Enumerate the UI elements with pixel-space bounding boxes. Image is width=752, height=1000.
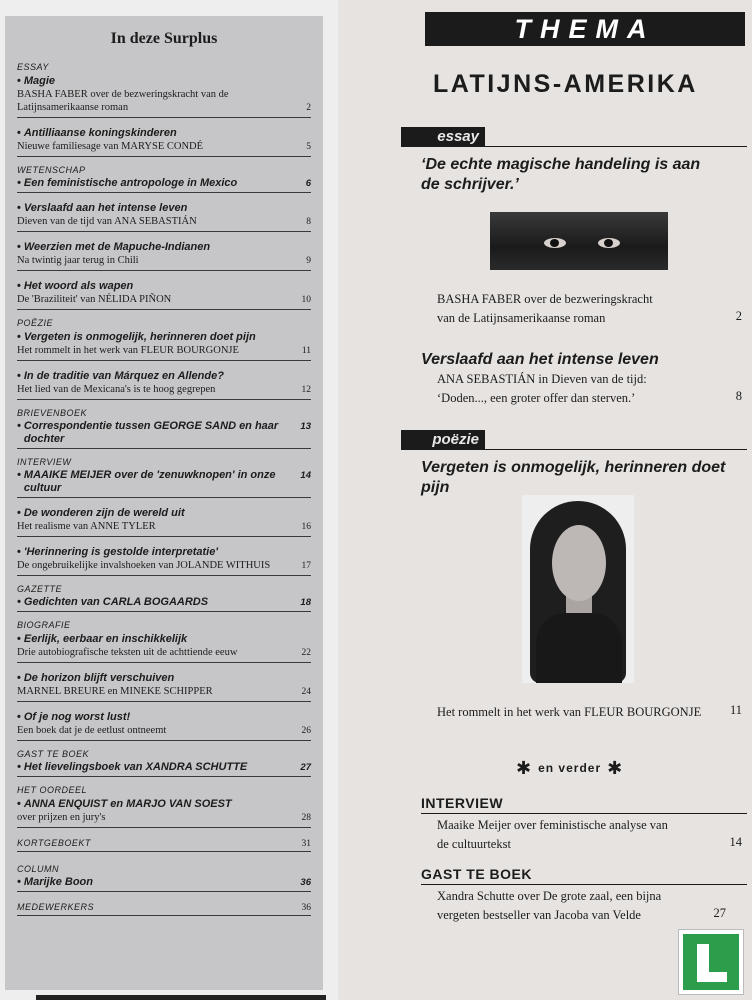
toc-row (17, 254, 311, 271)
entry-page: 16 (301, 522, 311, 532)
entry-subtitle: De 'Braziliteit' van NÉLIDA PIÑON (17, 294, 172, 305)
column-label: COLUMN (17, 864, 60, 874)
section-label: INTERVIEW (17, 457, 72, 467)
entry-title: Het woord als wapen (23, 280, 134, 292)
entry-subtitle: Nieuwe familiesage van MARYSE CONDÉ (17, 141, 204, 152)
article2-text (437, 370, 647, 408)
entry-title-line (17, 330, 311, 344)
entry-page: 22 (301, 648, 311, 658)
en-verder-label: en verder (538, 761, 602, 775)
right-page (345, 0, 752, 1000)
interview-text-line-1: Maaike Meijer over feministische analyse van (437, 818, 668, 832)
toc-row (17, 596, 311, 612)
toc-section (17, 318, 311, 400)
section-label: BRIEVENBOEK (17, 408, 88, 418)
entry-subtitle: MARNEL BREURE en MINEKE SCHIPPER (17, 686, 213, 697)
interview-heading[interactable]: INTERVIEW (421, 795, 504, 811)
bullet: • (17, 280, 21, 292)
essay-headline-line-2: de schrijver.’ (421, 176, 519, 193)
entry-description: BASHA FABER over de bezweringskracht van de (17, 89, 229, 100)
entry-title-line (17, 279, 311, 293)
entry-title-line (17, 240, 311, 254)
section-label: WETENSCHAP (17, 165, 86, 175)
entry-title-line (17, 369, 311, 383)
entry-page: 5 (306, 142, 311, 152)
entry-page: 11 (301, 346, 311, 356)
toc-entry[interactable] (17, 201, 311, 232)
toc-row (17, 383, 311, 400)
en-verder-divider (510, 758, 629, 779)
gast-rule (421, 884, 747, 885)
poetry-label: poëzie (401, 430, 485, 450)
bullet: • (17, 241, 21, 253)
entry-page: 17 (301, 561, 311, 571)
portrait-photo (522, 495, 634, 683)
toc-row (17, 685, 311, 702)
entry-title: Een feministische antropologe in Mexico (23, 177, 238, 189)
article2-text-line-1: ANA SEBASTIÁN in Dieven van de tijd: (437, 372, 647, 386)
entry-page: 12 (301, 385, 311, 395)
entry-subtitle: Het rommelt in het werk van FLEUR BOURGONJE (17, 345, 239, 356)
entry-title: Verslaafd aan het intense leven (23, 202, 188, 214)
bullet: • (17, 546, 21, 558)
column-page: 36 (300, 877, 311, 888)
entry-subtitle: Dieven van de tijd van ANA SEBASTIÁN (17, 216, 197, 227)
toc-entry[interactable] (17, 126, 311, 157)
toc-entry[interactable] (17, 240, 311, 271)
toc-entry[interactable] (17, 545, 311, 576)
toc-row (17, 420, 311, 449)
bullet: • (17, 507, 21, 519)
essay-label: essay (401, 127, 485, 147)
entry-title-line (17, 545, 311, 559)
medewerkers-label: MEDEWERKERS (17, 902, 95, 912)
entry-title: In de traditie van Márquez en Allende? (23, 370, 224, 382)
essay-rule (485, 146, 747, 147)
toc-entry[interactable] (17, 797, 311, 828)
toc-medewerkers[interactable] (17, 902, 311, 916)
toc-row (17, 559, 311, 576)
entry-title-line (17, 671, 311, 685)
poetry-caption: Het rommelt in het werk van FLEUR BOURGONJE (437, 705, 702, 719)
left-page (0, 0, 338, 1000)
entry-title: MAAIKE MEIJER over de 'zenuwknopen' in onze cultuur (23, 469, 276, 494)
section-label: GAZETTE (17, 584, 63, 594)
interview-page: 14 (729, 835, 742, 849)
toc-entry[interactable] (17, 279, 311, 310)
toc-entry[interactable] (17, 469, 311, 498)
bullet: • (17, 596, 24, 608)
toc-entry[interactable] (17, 74, 311, 118)
eyes-photo (490, 212, 668, 270)
toc-section (17, 785, 311, 828)
poetry-rule (485, 449, 747, 450)
theme-heading: LATIJNS-AMERIKA (433, 70, 698, 98)
entry-title: Antilliaanse koningskinderen (23, 127, 177, 139)
bullet: • (17, 672, 21, 684)
toc-section (17, 749, 311, 777)
entry-page: 8 (306, 217, 311, 227)
entry-page: 10 (301, 295, 311, 305)
toc-section (17, 457, 311, 576)
toc-section (17, 620, 311, 741)
medewerkers-page: 36 (301, 903, 311, 913)
entry-title-line (17, 201, 311, 215)
entry-subtitle: Latijnsamerikaanse roman (17, 102, 129, 113)
essay-text-line-1: BASHA FABER over de bezweringskracht (437, 292, 653, 306)
entry-subtitle: Drie autobiografische teksten uit de achttiende eeuw (17, 647, 238, 658)
bullet: • (17, 761, 24, 773)
entry-title-line (17, 710, 311, 724)
toc-entry[interactable] (17, 506, 311, 537)
gast-page: 27 (713, 906, 726, 920)
gast-text (437, 887, 661, 925)
toc-row (17, 101, 311, 118)
toc-section (17, 584, 311, 612)
entry-subtitle: over prijzen en jury's (17, 812, 106, 823)
toc-entry[interactable] (17, 761, 311, 777)
essay-text-line-2: van de Latijnsamerikaanse roman (437, 311, 606, 325)
entry-title: Weerzien met de Mapuche-Indianen (23, 241, 211, 253)
essay-headline[interactable] (421, 155, 700, 195)
bullet: • (17, 798, 21, 810)
bullet: • (17, 177, 24, 189)
entry-page: 27 (300, 762, 311, 773)
entry-title-line (17, 506, 311, 520)
toc-entry[interactable] (17, 420, 311, 449)
section-label: POËZIE (17, 318, 54, 328)
bullet: • (17, 420, 24, 432)
toc-entry[interactable] (17, 596, 311, 612)
article2-text-line-2: ‘Doden..., een groter offer dan sterven.’ (437, 391, 636, 405)
entry-title-line (17, 797, 311, 811)
section-label: GAST TE BOEK (17, 749, 90, 759)
star-icon: ✱ (607, 758, 624, 778)
poetry-headline[interactable]: Vergeten is onmogelijk, herinneren doet pijn (421, 459, 726, 496)
bullet: • (17, 876, 24, 888)
entry-page: 6 (305, 178, 311, 189)
kortgeboekt-label: KORTGEBOEKT (17, 838, 91, 848)
entry-title: Of je nog worst lust! (23, 711, 131, 723)
entry-title: Vergeten is onmogelijk, herinneren doet pijn (23, 331, 256, 343)
gast-text-line-2: vergeten bestseller van Jacoba van Velde (437, 908, 641, 922)
interview-text (437, 816, 668, 854)
toc-row (17, 344, 311, 361)
essay-text (437, 290, 653, 328)
toc-sections (17, 62, 311, 828)
entry-page: 24 (301, 687, 311, 697)
entry-title: 'Herinnering is gestolde interpretatie' (23, 546, 218, 558)
entry-page: 13 (300, 421, 311, 432)
bullet: • (17, 127, 21, 139)
entry-page: 28 (301, 813, 311, 823)
entry-title: De wonderen zijn de wereld uit (23, 507, 185, 519)
bullet: • (17, 370, 21, 382)
article2-headline[interactable]: Verslaafd aan het intense leven (421, 351, 659, 368)
kortgeboekt-page: 31 (301, 839, 311, 849)
section-label: ESSAY (17, 62, 49, 72)
toc-row (17, 177, 311, 193)
entry-title: De horizon blijft verschuiven (23, 672, 175, 684)
entry-page: 2 (306, 103, 311, 113)
toc-entry[interactable] (17, 632, 311, 663)
toc-entry[interactable] (17, 710, 311, 741)
interview-text-line-2: de cultuurtekst (437, 837, 511, 851)
essay-page: 2 (735, 309, 742, 323)
entry-page: 18 (300, 597, 311, 608)
entry-title: Gedichten van CARLA BOGAARDS (23, 596, 209, 608)
toc-section (17, 408, 311, 449)
entry-title: Het lievelingsboek van XANDRA SCHUTTE (23, 761, 248, 773)
entry-title: Magie (23, 75, 56, 87)
entry-title: Correspondentie tussen GEORGE SAND en haar dochter (23, 420, 279, 445)
toc-row (17, 215, 311, 232)
toc-row (17, 761, 311, 777)
toc-column-section (17, 864, 311, 892)
section-label: BIOGRAFIE (17, 620, 71, 630)
gast-text-line-1: Xandra Schutte over De grote zaal, een bijna (437, 889, 662, 903)
toc-row (17, 469, 311, 498)
logo-badge (679, 930, 743, 994)
interview-rule (421, 813, 747, 814)
toc-section (17, 165, 311, 310)
thema-banner: THEMA (425, 12, 745, 46)
column-entry: Marijke Boon (23, 876, 93, 888)
toc-row (17, 724, 311, 741)
toc-panel (5, 16, 323, 990)
toc-row (17, 811, 311, 828)
poetry-page: 11 (729, 703, 742, 717)
entry-title: Eerlijk, eerbaar en inschikkelijk (23, 633, 188, 645)
bullet: • (17, 633, 21, 645)
toc-entry[interactable] (17, 671, 311, 702)
entry-page: 14 (300, 470, 311, 481)
entry-subtitle: Een boek dat je de eetlust ontneemt (17, 725, 167, 736)
toc-entry[interactable] (17, 369, 311, 400)
gast-heading[interactable]: GAST TE BOEK (421, 866, 533, 882)
bullet: • (17, 711, 21, 723)
entry-title: ANNA ENQUIST en MARJO VAN SOEST (23, 798, 232, 810)
bullet: • (17, 331, 21, 343)
bottom-bar (36, 995, 326, 1000)
entry-subtitle: Het lied van de Mexicana's is te hoog gegrepen (17, 384, 216, 395)
bullet: • (17, 202, 21, 214)
toc-row (17, 646, 311, 663)
essay-headline-line-1: ‘De echte magische handeling is aan (421, 156, 701, 173)
bullet: • (17, 75, 21, 87)
entry-title-line (17, 632, 311, 646)
bullet: • (17, 469, 24, 481)
toc-entry[interactable] (17, 177, 311, 193)
entry-subtitle: De ongebruikelijke invalshoeken van JOLANDE WITHUIS (17, 560, 271, 571)
toc-section (17, 62, 311, 157)
entry-subtitle: Het realisme van ANNE TYLER (17, 521, 156, 532)
article2-page: 8 (735, 389, 742, 403)
entry-title-line (17, 74, 311, 88)
toc-title: In deze Surplus (110, 30, 218, 47)
toc-row (17, 140, 311, 157)
toc-column-entry[interactable] (17, 876, 311, 892)
toc-entry[interactable] (17, 330, 311, 361)
toc-row (17, 293, 311, 310)
toc-kortgeboekt[interactable] (17, 838, 311, 852)
entry-title-line (17, 126, 311, 140)
entry-page: 9 (306, 256, 311, 266)
star-icon: ✱ (516, 758, 533, 778)
entry-subtitle: Na twintig jaar terug in Chili (17, 255, 139, 266)
entry-page: 26 (301, 726, 311, 736)
toc-row (17, 520, 311, 537)
section-label: HET OORDEEL (17, 785, 88, 795)
